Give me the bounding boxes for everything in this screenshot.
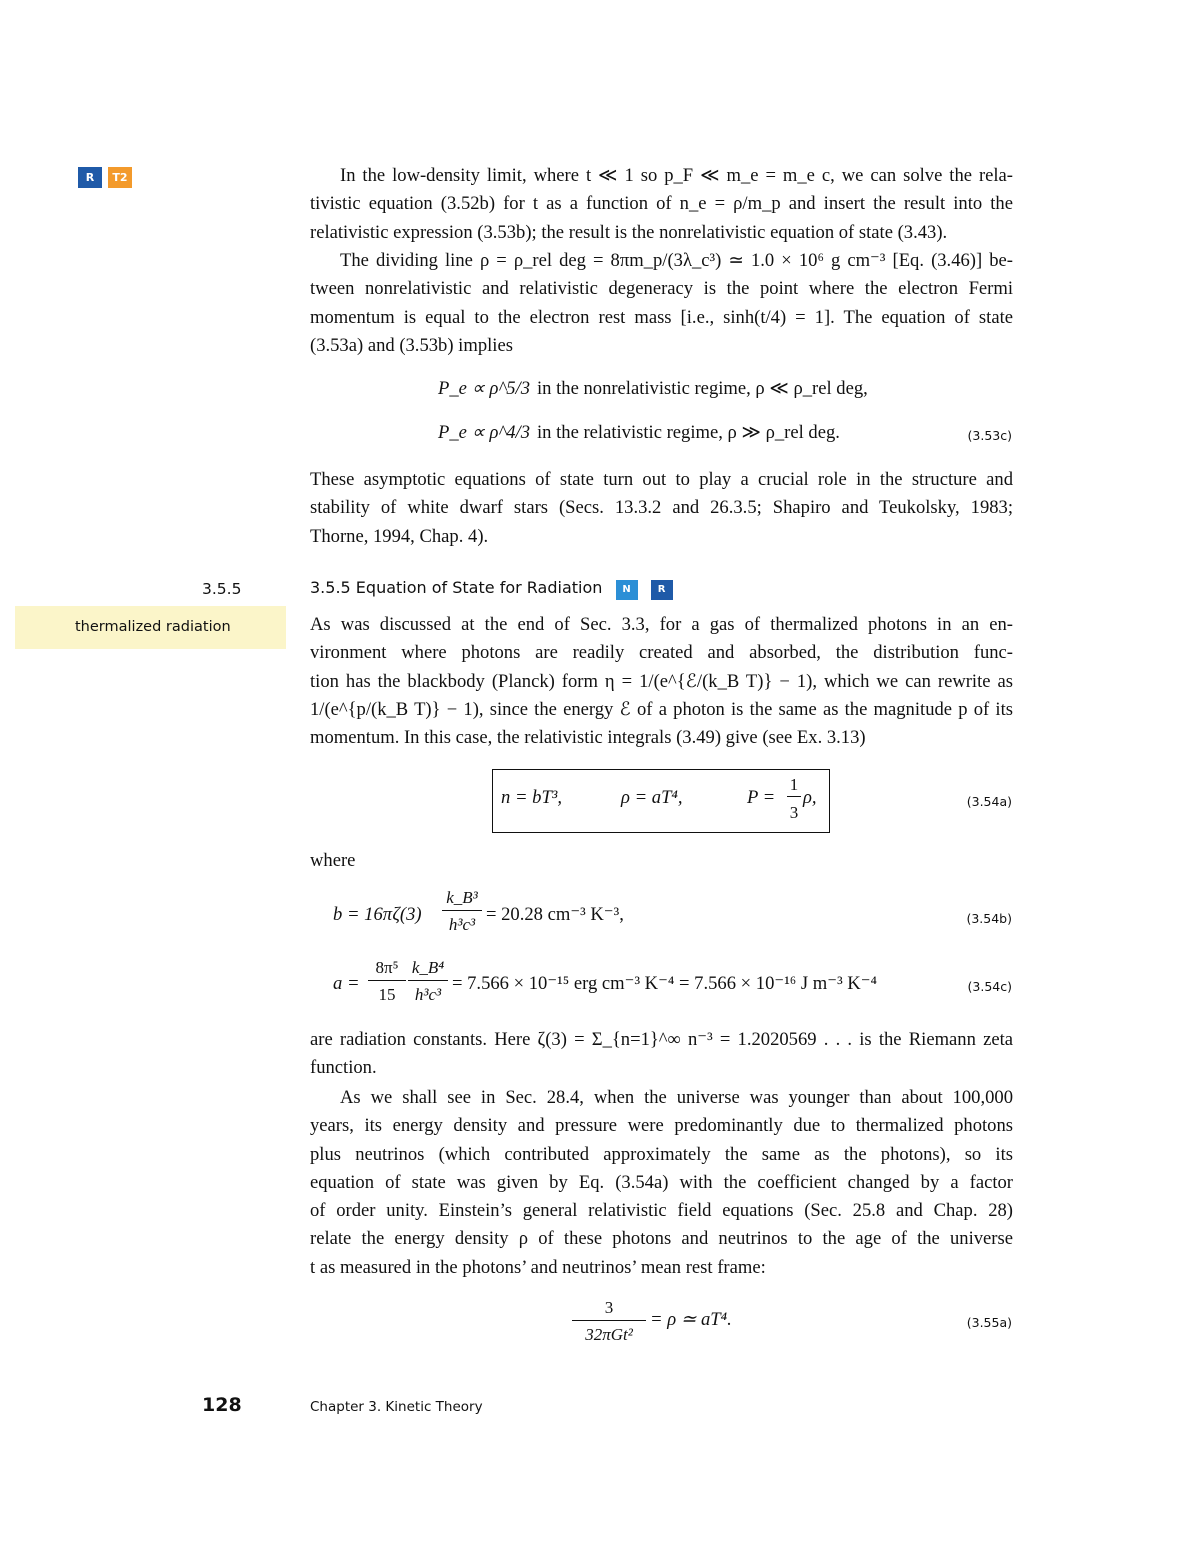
equation-353c-line1-lhs: P_e ∝ ρ^5/3	[438, 378, 531, 399]
text-line: t as measured in the photons’ and neutrinos’ mean rest frame:	[310, 1256, 766, 1278]
section-heading	[310, 578, 673, 600]
text-line: The dividing line ρ = ρ_rel deg = 8πm_p/(3λ_c³) ≃ 1.0 × 10⁶ g cm⁻³ [Eq. (3.46)] be-	[340, 250, 1013, 271]
text-line: function.	[310, 1057, 377, 1079]
fraction-numerator: 8π⁵	[368, 956, 406, 981]
text-line: Thorne, 1994, Chap. 4).	[310, 525, 489, 547]
equation-354c-lhs: a =	[333, 973, 360, 994]
margin-note: thermalized radiation	[15, 606, 286, 649]
text-line: plus neutrinos (which contributed approximately the same as the photons), so its	[310, 1143, 1013, 1165]
fraction-numerator: 1	[787, 774, 801, 797]
paragraph-radiation-constants	[310, 1026, 1013, 1083]
paragraph-dividing-line	[310, 247, 1013, 360]
equation-354b-lhs: b = 16πζ(3)	[333, 904, 422, 925]
text-line: momentum. In this case, the relativistic integrals (3.49) give (see Ex. 3.13)	[310, 727, 866, 749]
text-line: These asymptotic equations of state turn out to play a crucial role in the structure and	[310, 469, 1013, 490]
text-line: (3.53a) and (3.53b) implies	[310, 334, 513, 356]
r-track-badge: R	[78, 167, 102, 188]
text-line: are radiation constants. Here ζ(3) = Σ_{n=1}^∞ n⁻³ = 1.2020569 . . . is the Riemann zeta	[310, 1029, 1013, 1050]
equation-number: (3.54c)	[967, 979, 1012, 994]
paragraph-asymptotic	[310, 466, 1013, 551]
fraction-denominator: 15	[378, 985, 396, 1004]
text-line: tivistic equation (3.52b) for t as a function of n_e = ρ/m_p and insert the result into the	[310, 193, 1013, 215]
equation-355a-rhs: = ρ ≃ aT⁴.	[650, 1309, 732, 1330]
fraction-denominator: h³c³	[448, 915, 476, 934]
text-line: As we shall see in Sec. 28.4, when the universe was younger than about 100,000	[340, 1087, 1013, 1108]
equation-part: n = bT³,	[501, 787, 563, 808]
equation-number: (3.54b)	[966, 911, 1012, 926]
paragraph-early-universe	[310, 1084, 1013, 1282]
section-title: 3.5.5 Equation of State for Radiation	[310, 578, 603, 597]
text-line: stability of white dwarf stars (Secs. 13.3.2 and 26.3.5; Shapiro and Teukolsky, 1983;	[310, 497, 1013, 519]
fraction-numerator: k_B³	[442, 886, 482, 911]
margin-section-number: 3.5.5	[202, 580, 242, 598]
fraction-denominator: h³c³	[414, 985, 442, 1004]
equation-354b-rhs: = 20.28 cm⁻³ K⁻³,	[486, 904, 624, 925]
text-line: relate the energy density ρ of these photons and neutrinos to the age of the universe	[310, 1228, 1013, 1250]
text-line: of order unity. Einstein’s general relativistic field equations (Sec. 25.8 and Chap. 28)	[310, 1200, 1013, 1222]
text-line: relativistic expression (3.53b); the result is the nonrelativistic equation of state (3.43).	[310, 221, 948, 243]
running-footer: Chapter 3. Kinetic Theory	[310, 1399, 483, 1415]
equation-353c-line1-rhs: in the nonrelativistic regime, ρ ≪ ρ_rel deg,	[537, 378, 868, 399]
boxed-equation-354a	[492, 769, 830, 833]
equation-354c-rhs: = 7.566 × 10⁻¹⁵ erg cm⁻³ K⁻⁴ = 7.566 × 10⁻¹⁶ J m⁻³ K⁻⁴	[452, 973, 878, 994]
fraction-denominator: 32πGt²	[585, 1325, 633, 1344]
text-line: As was discussed at the end of Sec. 3.3, for a gas of thermalized photons in an en-	[310, 614, 1013, 635]
fraction-denominator: 3	[789, 803, 799, 822]
page-number: 128	[202, 1394, 242, 1416]
r-track-badge: R	[651, 580, 673, 600]
equation-353c-line2-rhs: in the relativistic regime, ρ ≫ ρ_rel deg.	[537, 422, 840, 443]
t2-track-badge: T2	[108, 167, 132, 188]
equation-353c-line2-lhs: P_e ∝ ρ^4/3	[438, 422, 531, 443]
equation-part: P =	[747, 787, 776, 808]
text-line: tween nonrelativistic and relativistic degeneracy is the point where the electron Fermi	[310, 278, 1013, 300]
text-line: years, its energy density and pressure were predominantly due to thermalized photons	[310, 1115, 1013, 1137]
paragraph-low-density	[310, 162, 1013, 247]
equation-number: (3.53c)	[967, 428, 1012, 443]
text-line: 1/(e^{p/(k_B T)} − 1), since the energy ℰ of a photon is the same as the magnitude p of its	[310, 698, 1013, 720]
text-line: equation of state was given by Eq. (3.54a) with the coefficient changed by a factor	[310, 1171, 1013, 1193]
text-line: tion has the blackbody (Planck) form η = 1/(e^{ℰ/(k_B T)} − 1), which we can rewrite as	[310, 670, 1013, 692]
text-line: In the low-density limit, where t ≪ 1 so p_F ≪ m_e = m_e c, we can solve the rela-	[340, 165, 1013, 186]
where-text: where	[310, 850, 356, 871]
fraction-numerator: k_B⁴	[408, 956, 448, 981]
equation-number: (3.54a)	[966, 794, 1012, 809]
n-track-badge: N	[616, 580, 638, 600]
equation-number: (3.55a)	[966, 1315, 1012, 1330]
equation-part: ρ,	[803, 787, 817, 808]
text-line: vironment where photons are readily created and absorbed, the distribution func-	[310, 642, 1013, 664]
fraction-numerator: 3	[572, 1296, 646, 1321]
text-line: momentum is equal to the electron rest mass [i.e., sinh(t/4) = 1]. The equation of state	[310, 306, 1013, 328]
equation-part: ρ = aT⁴,	[621, 787, 683, 808]
paragraph-thermalized-photons	[310, 611, 1013, 752]
